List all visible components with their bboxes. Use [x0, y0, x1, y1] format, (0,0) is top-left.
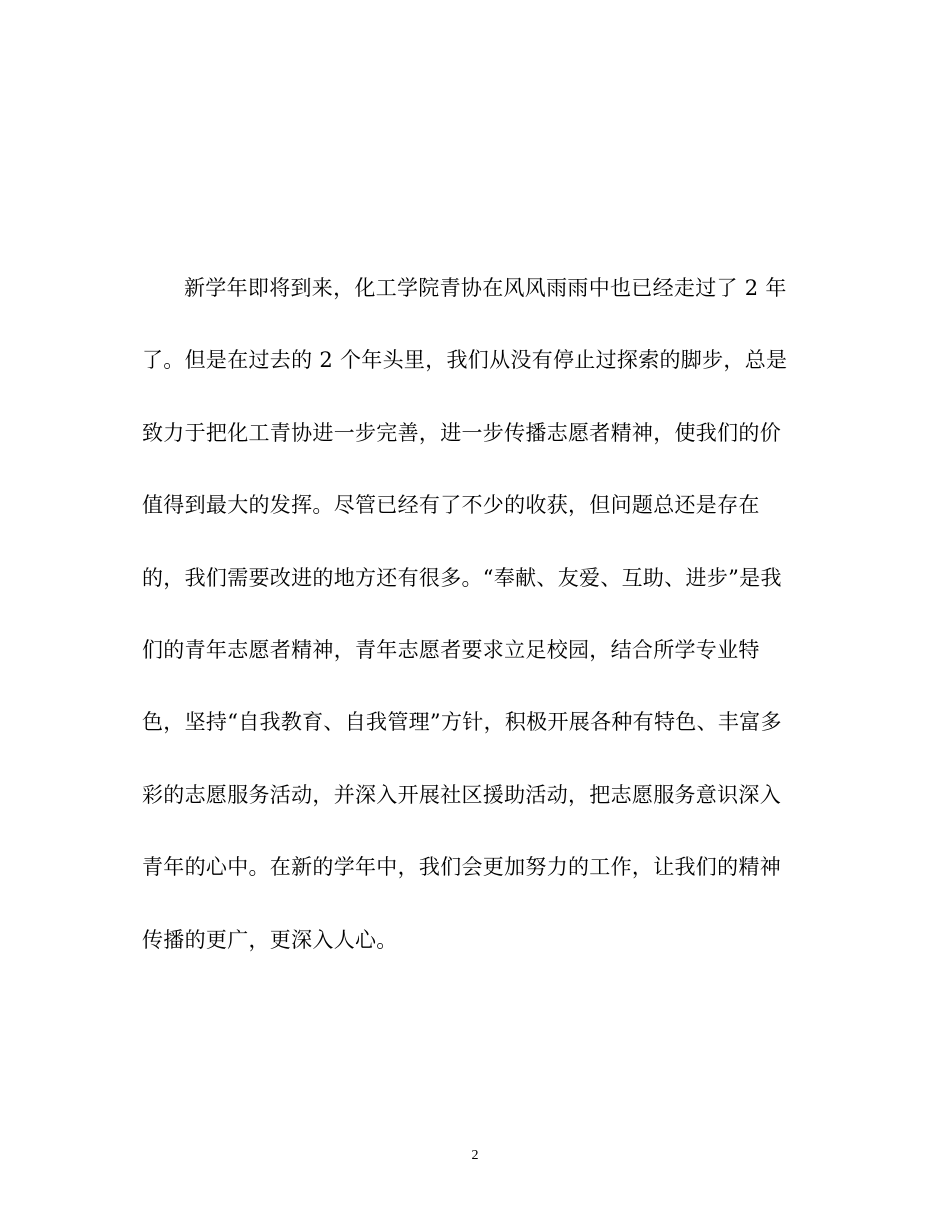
paragraph-line: 新学年即将到来，化工学院青协在风风雨雨中也已经走过了 2 年 — [184, 276, 787, 300]
paragraph-line: 致力于把化工青协进一步完善，进一步传播志愿者精神，使我们的价 — [142, 420, 781, 445]
paragraph-line: 了。但是在过去的 2 个年头里，我们从没有停止过探索的脚步，总是 — [142, 348, 788, 373]
paragraph-line: 传播的更广，更深入人心。 — [142, 927, 398, 952]
paragraph-line: 彩的志愿服务活动，并深入开展社区援助活动，把志愿服务意识深入 — [142, 782, 781, 807]
paragraph-line: 的，我们需要改进的地方还有很多。“奉献、友爱、互助、进步”是我 — [142, 565, 782, 590]
paragraph-line: 们的青年志愿者精神，青年志愿者要求立足校园，结合所学专业特 — [142, 637, 760, 662]
page-number: 2 — [471, 1148, 479, 1163]
body-paragraph — [142, 268, 812, 992]
paragraph-line: 值得到最大的发挥。尽管已经有了不少的收获，但问题总还是存在 — [142, 493, 760, 518]
paragraph-line: 色，坚持“自我教育、自我管理”方针，积极开展各种有特色、丰富多 — [142, 710, 782, 735]
paragraph-line: 青年的心中。在新的学年中，我们会更加努力的工作，让我们的精神 — [142, 855, 781, 880]
